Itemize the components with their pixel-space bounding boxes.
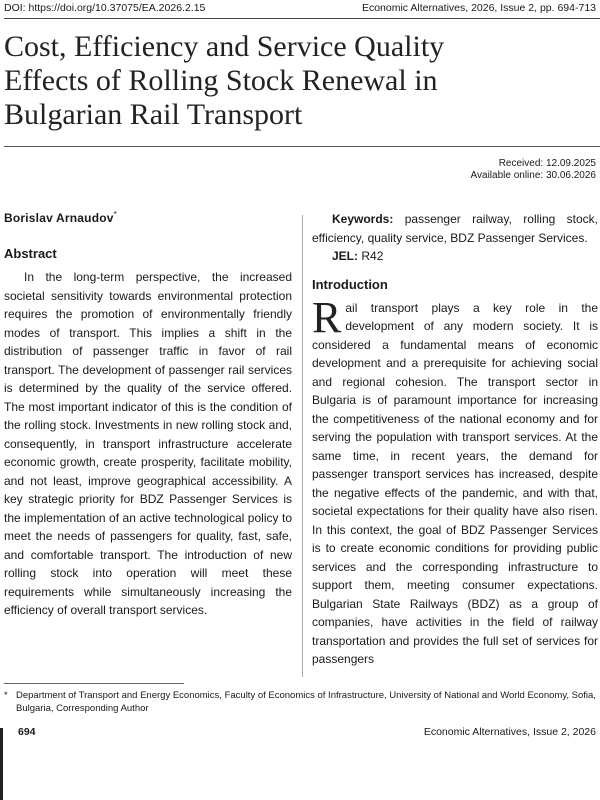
introduction-text: ail transport plays a key role in the development of any modern society. It is considered a fundamental means of economic development and a prerequisite for achieving social and regional cohesion. The transport sector in Bulgaria is of paramount importance for increasing the competitiveness of the national economy and for serving the population with transport services. At the same time, in recent years, the demand for passenger transport services has increased, despite the negative effects of the pandemic, and with that, societal expectations for their quality have also risen. In this context, the goal of BDZ Passenger Services is to create economic conditions for providing public services and the corresponding infrastructure to support them, meeting consumer expectations. Bulgarian State Railways (BDZ) as a group of companies, have activities in the field of railway transportation and provides the full set of services for passengers [312, 300, 598, 666]
header-rule [4, 18, 600, 19]
jel-label: JEL: [332, 249, 359, 263]
author-name-block [4, 210, 117, 225]
jel-codes [312, 247, 598, 266]
footnote-text: Department of Transport and Energy Economics, Faculty of Economics of Infrastructure, University of National and World Economy, Sofia, Bulgaria, Corresponding Author [16, 690, 596, 714]
introduction-body [312, 292, 598, 669]
author-name: Borislav Arnaudov [4, 211, 114, 225]
footnote-rule [4, 683, 184, 684]
running-header [0, 0, 600, 20]
jel-text: R42 [361, 249, 384, 263]
introduction-heading: Introduction [312, 276, 388, 292]
page-edge-bar [0, 728, 3, 800]
page-number: 694 [18, 726, 36, 738]
title-line-3: Bulgarian Rail Transport [4, 98, 303, 131]
abstract-text: In the long-term perspective, the increased societal sensitivity towards environmental protection requires the promotion of environmentally friendly modes of transport. This implies a shift in the distribution of passenger traffic in favor of rail transport. The development of passenger rail services is determined by the quality of the service offered. The most important indicator of this is the condition of the rolling stock. Investments in new rolling stock and, consequently, in transport infrastructure accelerate economic growth, create prosperity, facilitate mobility, and not least, improve geographical accessibility. A key strategic priority for BDZ Passenger Services is the implementation of an active technological policy to meet the needs of passengers for quality, fast, safe, and comfortable transport. The introduction of new rolling stock into operation will meet these requirements while simultaneously increasing the efficiency of overall transport services. [4, 270, 292, 617]
doi-link[interactable]: DOI: https://doi.org/10.37075/EA.2026.2.15 [4, 2, 206, 14]
article-dates [471, 158, 596, 182]
title-line-1: Cost, Efficiency and Service Quality [4, 30, 445, 63]
page-footer [0, 726, 600, 746]
author-footnote-mark: * [113, 210, 117, 219]
footer-journal: Economic Alternatives, Issue 2, 2026 [423, 726, 596, 738]
keywords-label: Keywords: [332, 212, 394, 226]
received-date: Received: 12.09.2025 [498, 158, 596, 169]
footnote [4, 689, 598, 715]
column-divider [302, 215, 303, 677]
abstract-heading: Abstract [4, 246, 57, 261]
abstract-column [4, 245, 292, 620]
keywords [312, 210, 598, 247]
title-line-2: Effects of Rolling Stock Renewal in [4, 64, 438, 97]
title-rule [4, 146, 600, 147]
drop-cap: R [312, 292, 342, 342]
right-column [312, 210, 598, 669]
footnote-mark: * [4, 690, 8, 701]
article-title [4, 30, 594, 132]
keywords-text: passenger railway, rolling stock, efficiency, quality service, BDZ Passenger Services. [312, 212, 598, 245]
journal-info: Economic Alternatives, 2026, Issue 2, pp. 694-713 [361, 2, 596, 14]
online-date: Available online: 30.06.2026 [470, 170, 596, 181]
